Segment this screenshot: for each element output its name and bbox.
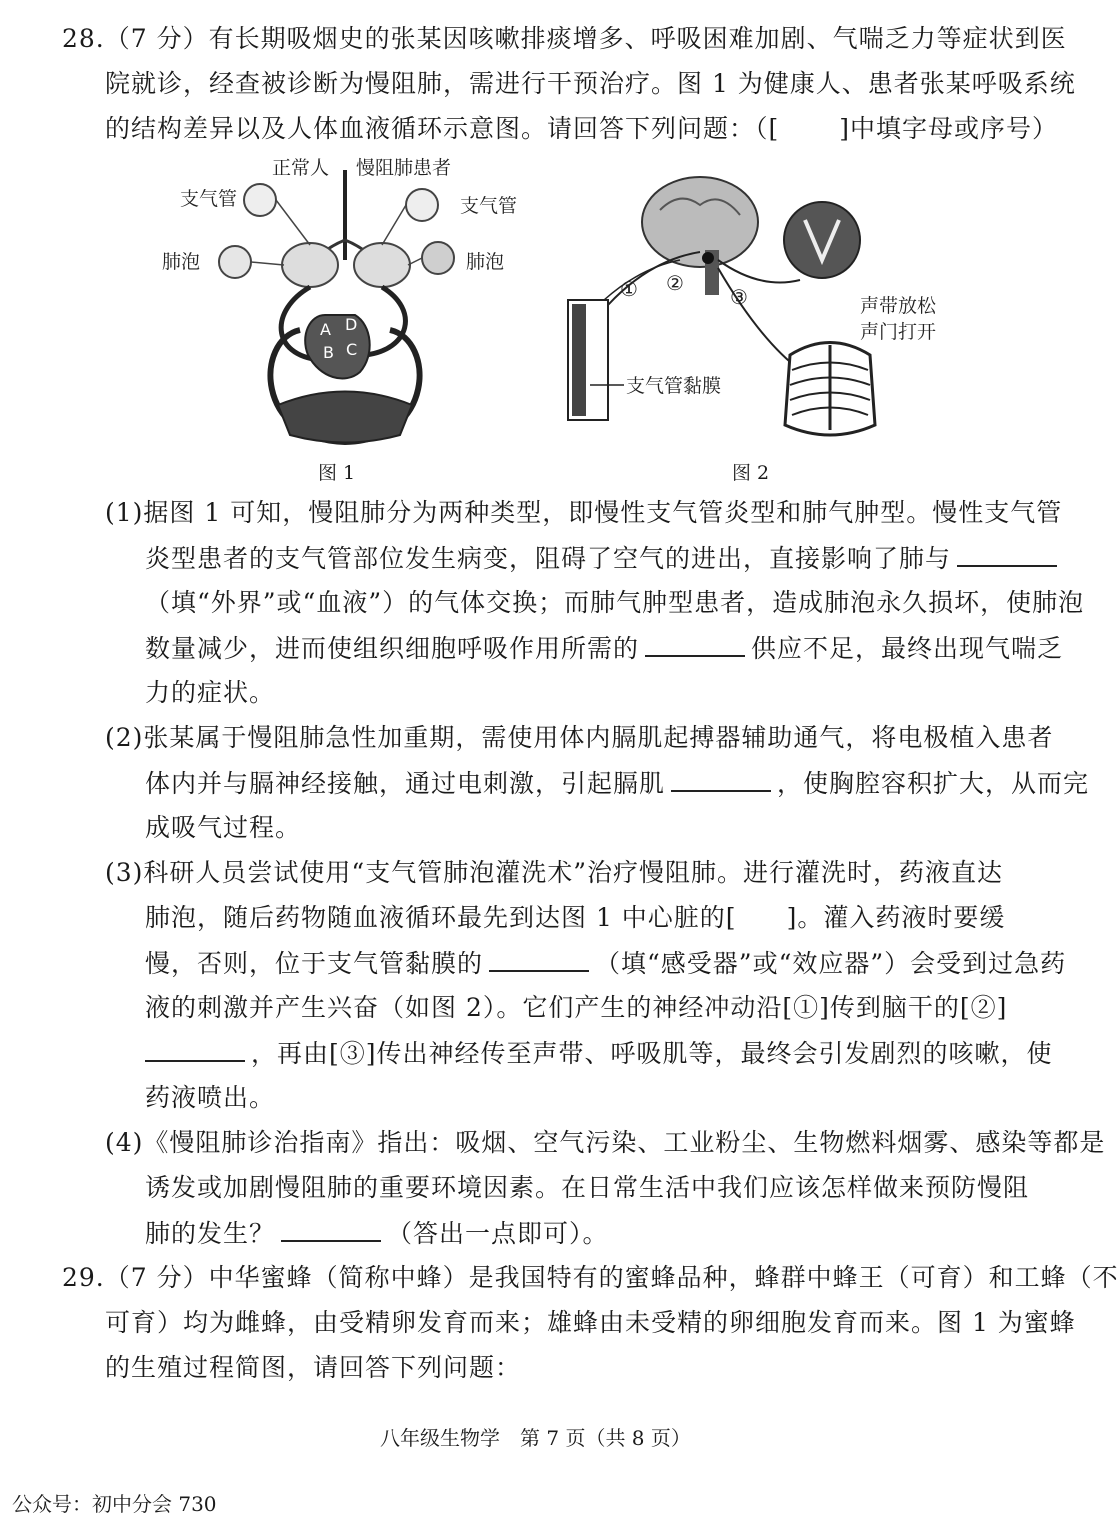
q28-p2-line-2 <box>145 766 1089 801</box>
figure-2-caption: 图 2 <box>732 462 770 484</box>
answer-blank-prevention[interactable] <box>281 1216 381 1242</box>
vocal-label-2: 声门打开 <box>860 321 937 343</box>
q28-p1-line-2-text: 炎型患者的支气管部位发生病变，阻碍了空气的进出，直接影响了肺与 <box>145 544 952 573</box>
q28-p3-line-5 <box>145 1036 1053 1071</box>
bronchus-normal-zoom <box>244 184 276 216</box>
answer-blank-receptor[interactable] <box>489 946 589 972</box>
chamber-b-label: B <box>323 343 334 362</box>
fig1-label-normal: 正常人 <box>272 157 330 179</box>
path-1-label: ① <box>620 277 638 301</box>
answer-blank-diaphragm[interactable] <box>671 766 771 792</box>
q28-p2-line-2a: 体内并与膈神经接触，通过电刺激，引起膈肌 <box>145 769 666 798</box>
figure-2-diagram <box>560 160 937 450</box>
path-2-label: ② <box>666 271 684 295</box>
fig1-label-bronchus-left: 支气管 <box>180 188 238 210</box>
q28-p3-line-6: 药液喷出。 <box>145 1083 276 1112</box>
vocal-label-1: 声带放松 <box>860 295 937 317</box>
q28-intro-line-3b: ]中填字母或序号） <box>839 114 1059 143</box>
q28-p3-line-4: 液的刺激并产生兴奋（如图 2）。它们产生的神经冲动沿[①]传到脑干的[②] <box>145 993 1008 1022</box>
heart-shape <box>305 315 370 378</box>
q28-p1-line-4 <box>145 631 1063 666</box>
answer-blank-supply[interactable] <box>645 631 745 657</box>
vocal-cords-zoom <box>784 202 860 278</box>
q28-p3-line-3b: （填“感受器”或“效应器”）会受到过急药 <box>595 949 1067 978</box>
q28-p2-line-3: 成吸气过程。 <box>145 813 302 842</box>
q29-line-2: 可育）均为雌蜂，由受精卵发育而来；雄蜂由未受精的卵细胞发育而来。图 1 为蜜蜂 <box>105 1308 1076 1337</box>
figure-1-caption: 图 1 <box>318 462 356 484</box>
watermark-text: 公众号：初中分会 730 <box>12 1492 217 1516</box>
fig1-label-alveolus-left: 肺泡 <box>162 251 201 273</box>
q28-p3-line-2 <box>145 901 1005 935</box>
chamber-a-label: A <box>320 320 331 339</box>
chamber-d-label: D <box>345 315 358 334</box>
q28-intro-line-2: 院就诊，经查被诊断为慢阻肺，需进行干预治疗。图 1 为健康人、患者张某呼吸系统 <box>105 69 1076 98</box>
q29-line-3: 的生殖过程简图，请回答下列问题： <box>105 1353 522 1382</box>
q28-p4-line-3a: 肺的发生？ <box>145 1219 276 1248</box>
q28-p1-line-5: 力的症状。 <box>145 678 276 707</box>
q28-p3-line-5-text: ，再由[③]传出神经传至声带、呼吸肌等，最终会引发剧烈的咳嗽，使 <box>251 1039 1053 1068</box>
fig1-label-patient: 慢阻肺患者 <box>356 157 452 179</box>
page-footer: 八年级生物学 第 7 页（共 8 页） <box>380 1426 691 1450</box>
q28-p4-line-1: (4)《慢阻肺诊治指南》指出：吸烟、空气污染、工业粉尘、生物燃料烟雾、感染等都是 <box>105 1128 1106 1157</box>
q28-intro-line-1: 28.（7 分）有长期吸烟史的张某因咳嗽排痰增多、呼吸困难加剧、气喘乏力等症状到医 <box>62 24 1067 53</box>
fig1-label-bronchus-right: 支气管 <box>460 195 518 217</box>
path-3-label: ③ <box>730 285 748 309</box>
q28-p3-line-3a: 慢，否则，位于支气管黏膜的 <box>145 949 484 978</box>
alveolus-patient-zoom <box>422 242 454 274</box>
answer-blank-exchange[interactable] <box>957 541 1057 567</box>
mucosa-label: 支气管黏膜 <box>626 375 722 397</box>
q28-p3-line-2a: 肺泡，随后药物随血液循环最先到达图 1 中心脏的[ <box>145 903 737 932</box>
q28-p3-line-1: (3)科研人员尝试使用“支气管肺泡灌洗术”治疗慢阻肺。进行灌洗时，药液直达 <box>105 858 1003 887</box>
q28-p3-line-2b: ]。灌入药液时要缓 <box>786 903 1006 932</box>
bronchus-patient-zoom <box>406 189 438 221</box>
brain-shape <box>642 177 758 267</box>
q29-line-1: 29.（7 分）中华蜜蜂（简称中蜂）是我国特有的蜜蜂品种，蜂群中蜂王（可育）和工蜂（不 <box>62 1263 1119 1292</box>
q28-p2-line-2b: ，使胸腔容积扩大，从而完 <box>777 769 1090 798</box>
q28-p2-line-1: (2)张某属于慢阻肺急性加重期，需使用体内膈肌起搏器辅助通气，将电极植入患者 <box>105 723 1054 752</box>
fig1-label-alveolus-right: 肺泡 <box>466 251 505 273</box>
q28-p1-line-2 <box>145 541 1057 576</box>
answer-blank-center[interactable] <box>145 1036 245 1062</box>
q28-p1-line-4b: 供应不足，最终出现气喘乏 <box>751 634 1064 663</box>
alveolus-normal-zoom <box>219 246 251 278</box>
q28-p1-line-1: (1)据图 1 可知，慢阻肺分为两种类型，即慢性支气管炎型和肺气肿型。慢性支气管 <box>105 498 1063 527</box>
q28-p1-line-4a: 数量减少，进而使组织细胞呼吸作用所需的 <box>145 634 640 663</box>
q28-p4-line-3b: （答出一点即可）。 <box>387 1219 609 1248</box>
body-tissue-capillaries <box>278 392 412 443</box>
q28-p4-line-2: 诱发或加剧慢阻肺的重要环境因素。在日常生活中我们应该怎样做来预防慢阻 <box>145 1173 1030 1202</box>
q28-intro-line-3a: 的结构差异以及人体血液循环示意图。请回答下列问题：（[ <box>105 114 780 143</box>
q28-p4-line-3 <box>145 1216 609 1251</box>
q28-p1-line-3: （填“外界”或“血液”）的气体交换；而肺气肿型患者，造成肺泡永久损坏，使肺泡 <box>145 588 1085 617</box>
q28-p3-line-3 <box>145 946 1066 981</box>
chamber-c-label: C <box>346 340 358 359</box>
q28-intro-line-3 <box>105 112 1058 146</box>
figure-1-diagram <box>160 150 530 450</box>
